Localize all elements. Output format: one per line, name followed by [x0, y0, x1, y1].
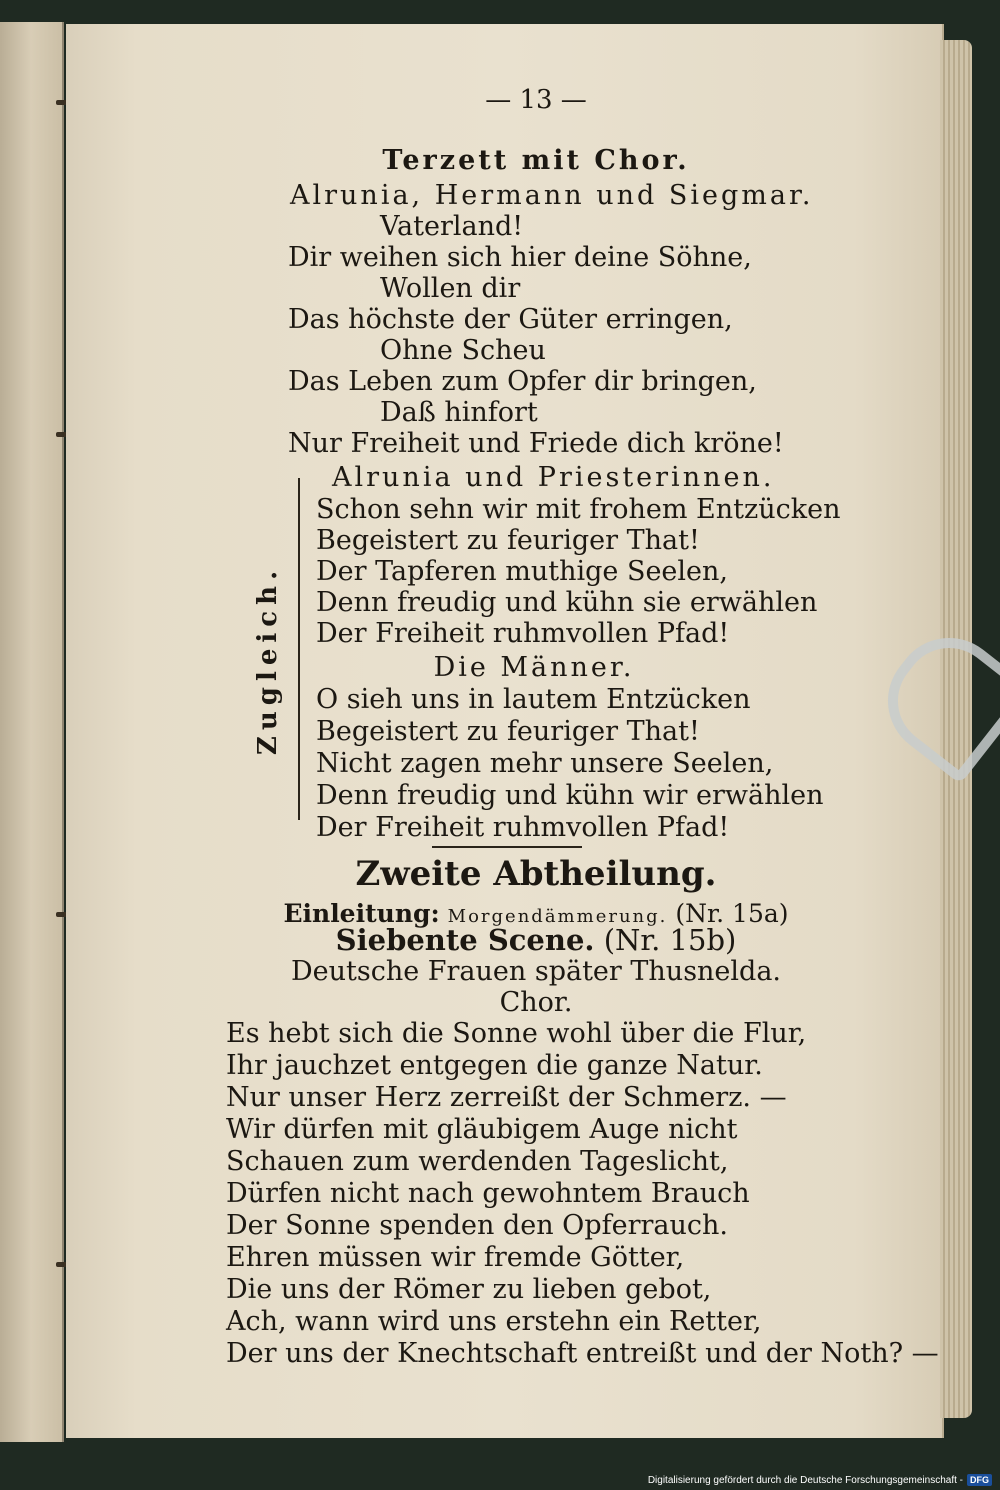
- chorus-label: Chor.: [499, 987, 573, 1018]
- verse-line: Wir dürfen mit gläubigem Auge nicht: [226, 1114, 738, 1145]
- verse-line: Der Tapferen muthige Seelen,: [316, 556, 728, 587]
- verse-line: Vaterland!: [380, 211, 524, 242]
- verse-line: Der uns der Knechtschaft entreißt und der Noth? —: [226, 1338, 939, 1369]
- page-number: — 13 —: [485, 85, 587, 115]
- singers-heading: Alrunia, Hermann und Siegmar.: [290, 180, 814, 211]
- verse-line: Nur Freiheit und Friede dich kröne!: [288, 428, 784, 459]
- verse-line: O sieh uns in lautem Entzücken: [316, 684, 751, 715]
- verse-line: Nicht zagen mehr unsere Seelen,: [316, 748, 774, 779]
- verse-line: Die uns der Römer zu lieben gebot,: [226, 1274, 712, 1305]
- verse-line: Ehren müssen wir fremde Götter,: [226, 1242, 685, 1273]
- verse-line: Dir weihen sich hier deine Söhne,: [288, 242, 752, 273]
- group-heading: Die Männer.: [433, 652, 635, 683]
- divider-rule: [432, 846, 582, 848]
- verse-line: Begeistert zu feuriger That!: [316, 525, 700, 556]
- verse-line: Schauen zum werdenden Tageslicht,: [226, 1146, 729, 1177]
- part-title: Zweite Abtheilung.: [355, 854, 717, 894]
- scene-line: [336, 924, 737, 956]
- dfg-logo: DFG: [967, 1474, 992, 1486]
- introduction-label: Einleitung:: [283, 899, 440, 928]
- group-heading: Alrunia und Priesterinnen.: [332, 462, 775, 493]
- verse-line: Ihr jauchzet entgegen die ganze Natur.: [226, 1050, 763, 1081]
- verse-line: Dürfen nicht nach gewohntem Brauch: [226, 1178, 750, 1209]
- verse-line: Ach, wann wird uns erstehn ein Retter,: [226, 1306, 762, 1337]
- verse-line: Das Leben zum Opfer dir bringen,: [288, 366, 757, 397]
- left-page-edge: [0, 22, 64, 1442]
- verse-line: Begeistert zu feuriger That!: [316, 716, 700, 747]
- verse-line: Wollen dir: [380, 273, 521, 304]
- footer-credit: [648, 1474, 992, 1486]
- section-title: Terzett mit Chor.: [382, 145, 690, 176]
- introduction-text: Morgendämmerung.: [447, 906, 668, 927]
- verse-line: Der Freiheit ruhmvollen Pfad!: [316, 618, 730, 649]
- verse-line: Es hebt sich die Sonne wohl über die Flur,: [226, 1018, 807, 1049]
- verse-line: Daß hinfort: [380, 397, 538, 428]
- verse-line: Das höchste der Güter erringen,: [288, 304, 733, 335]
- bracket-line: [298, 478, 306, 820]
- scene-persons: Deutsche Frauen später Thusnelda.: [290, 956, 782, 987]
- verse-line: Nur unser Herz zerreißt der Schmerz. —: [226, 1082, 787, 1113]
- footer-text: Digitalisierung gefördert durch die Deutsche Forschungsgemeinschaft -: [647, 1474, 963, 1486]
- verse-line: Ohne Scheu: [380, 335, 546, 366]
- verse-line: Der Freiheit ruhmvollen Pfad!: [316, 812, 730, 843]
- zugleich-label: Zugleich.: [253, 564, 283, 756]
- introduction-number: (Nr. 15a): [675, 899, 789, 928]
- verse-line: Denn freudig und kühn sie erwählen: [316, 587, 818, 618]
- scene-title: Siebente Scene.: [335, 923, 595, 957]
- verse-line: Der Sonne spenden den Opferrauch.: [226, 1210, 728, 1241]
- scene-number: (Nr. 15b): [603, 923, 737, 957]
- verse-line: Denn freudig und kühn wir erwählen: [316, 780, 824, 811]
- verse-line: Schon sehn wir mit frohem Entzücken: [316, 494, 841, 525]
